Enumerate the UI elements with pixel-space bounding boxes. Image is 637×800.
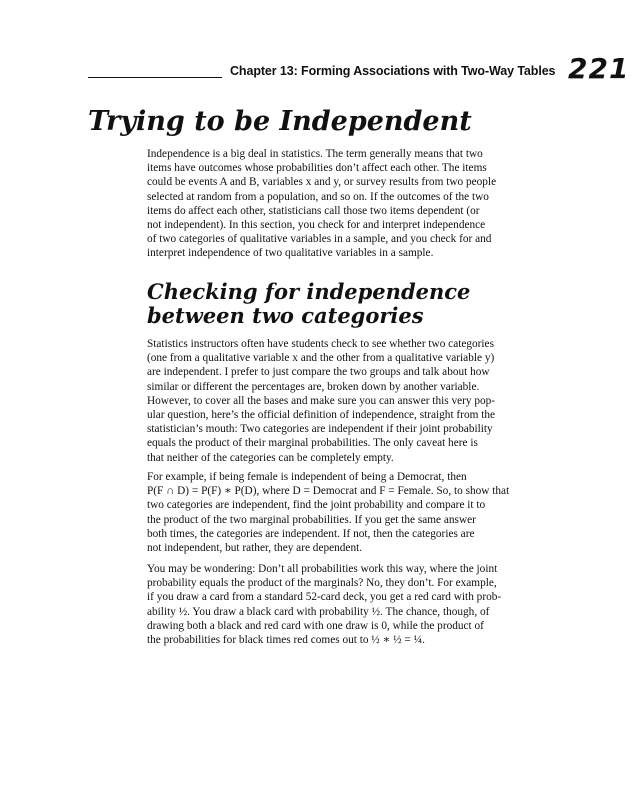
text-line: statistician’s mouth: Two categories are independent if their joint probability: [147, 423, 493, 436]
text-line: not independent, but rather, they are dependent.: [147, 542, 363, 555]
running-header: Chapter 13: Forming Associations with Two-Way Tables: [230, 64, 556, 78]
text-line: Independence is a big deal in statistics. The term generally means that two: [147, 148, 483, 160]
text-line: P(F ∩ D) = P(F) ∗ P(D), where D = Democrat and F = Female. So, to show that: [147, 485, 510, 498]
text-line: However, to cover all the bases and make sure you can answer this very pop-: [147, 394, 496, 407]
intro-paragraph: [147, 147, 567, 261]
text-line: Statistics instructors often have students check to see whether two categories: [147, 338, 494, 350]
text-line: interpret independence of two qualitative variables in a sample.: [147, 247, 434, 260]
section-heading: Trying to be Independent: [88, 106, 472, 137]
text-line: could be events A and B, variables x and y, or survey results from two people: [147, 176, 497, 189]
text-line: if you draw a card from a standard 52-card deck, you get a red card with prob-: [147, 591, 502, 604]
text-line: the probabilities for black times red comes out to ½ ∗ ½ = ¼.: [147, 634, 425, 647]
subsection-heading-line: Checking for independence: [147, 279, 471, 304]
text-line: For example, if being female is independent of being a Democrat, then: [147, 471, 467, 483]
header-rule: [88, 77, 222, 78]
subsection-heading: [147, 280, 470, 328]
subsection-heading-line: between two categories: [147, 303, 424, 328]
text-line: ular question, here’s the official definition of independence, straight from the: [147, 409, 496, 422]
text-line: not independent). In this section, you check for and interpret independence: [147, 219, 486, 232]
text-line: two categories are independent, find the joint probability and compare it to: [147, 499, 486, 512]
text-line: similar or different the percentages are, broken down by another variable.: [147, 380, 480, 393]
text-line: probability equals the product of the marginals? No, they don’t. For example,: [147, 577, 497, 590]
text-line: both times, the categories are independent. If not, then the categories are: [147, 527, 475, 540]
text-line: that neither of the categories can be completely empty.: [147, 451, 394, 464]
text-line: items do affect each other, statisticians call those two items dependent (or: [147, 204, 480, 217]
text-line: You may be wondering: Don’t all probabilities work this way, where the joint: [147, 563, 498, 575]
text-line: ability ½. You draw a black card with probability ½. The chance, though, of: [147, 605, 490, 618]
text-line: the product of the two marginal probabilities. If you get the same answer: [147, 513, 476, 526]
body-paragraph-cards: [147, 562, 567, 647]
text-line: equals the product of their marginal probabilities. The only caveat here is: [147, 437, 478, 450]
page-number: 221: [568, 52, 630, 85]
text-line: are independent. I prefer to just compare the two groups and talk about how: [147, 366, 490, 379]
text-line: items have outcomes whose probabilities don’t affect each other. The items: [147, 162, 487, 175]
body-paragraph-example: [147, 470, 567, 555]
text-line: drawing both a black and red card with one draw is 0, while the product of: [147, 619, 484, 632]
text-line: (one from a qualitative variable x and the other from a qualitative variable y): [147, 352, 495, 365]
body-paragraph-definition: [147, 337, 567, 465]
text-line: selected at random from a population, and so on. If the outcomes of the two: [147, 190, 489, 203]
text-line: of two categories of qualitative variables in a sample, and you check for and: [147, 233, 492, 246]
